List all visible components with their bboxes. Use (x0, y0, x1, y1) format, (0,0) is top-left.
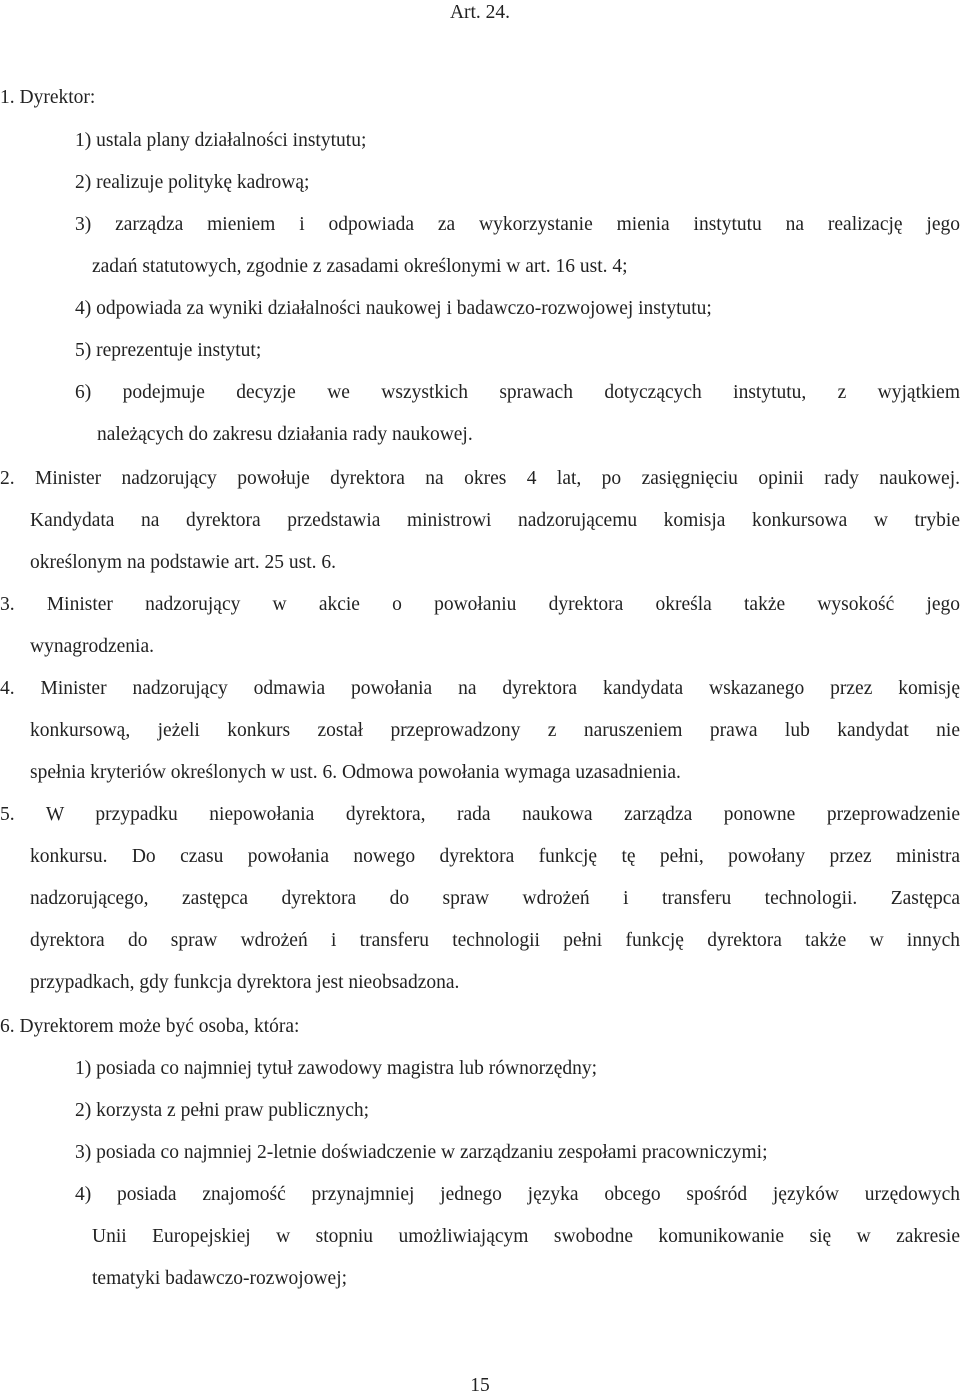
p5-line-3: nadzorującego, zastępca dyrektora do spraw wdrożeń i transferu technologii. Zastępca (30, 888, 960, 909)
page-number: 15 (470, 1375, 490, 1396)
paragraph-1-header: 1. Dyrektor: (0, 87, 96, 108)
p4-line-3: spełnia kryteriów określonych w ust. 6. Odmowa powołania wymaga uzasadnienia. (30, 762, 681, 783)
paragraph-6-header: 6. Dyrektorem może być osoba, która: (0, 1016, 300, 1037)
p6-item-4-line-2: Unii Europejskiej w stopniu umożliwiającym swobodne komunikowanie się w zakresie (92, 1226, 960, 1247)
p1-item-2: 2) realizuje politykę kadrową; (75, 172, 310, 193)
p1-item-6-line-2: należących do zakresu działania rady naukowej. (97, 424, 473, 445)
p6-item-4-line-1: 4) posiada znajomość przynajmniej jednego języka obcego spośród języków urzędowych (75, 1184, 960, 1205)
p6-item-4-line-3: tematyki badawczo-rozwojowej; (92, 1268, 348, 1289)
p5-line-2: konkursu. Do czasu powołania nowego dyrektora funkcję tę pełni, powołany przez ministra (30, 846, 960, 867)
p1-item-3-line-1: 3) zarządza mieniem i odpowiada za wykorzystanie mienia instytutu na realizację jego (75, 214, 960, 235)
p1-item-3-line-2: zadań statutowych, zgodnie z zasadami określonymi w art. 16 ust. 4; (92, 256, 628, 277)
p2-line-3: określonym na podstawie art. 25 ust. 6. (30, 552, 336, 573)
p6-item-1: 1) posiada co najmniej tytuł zawodowy magistra lub równorzędny; (75, 1058, 598, 1079)
p6-item-2: 2) korzysta z pełni praw publicznych; (75, 1100, 370, 1121)
p2-line-1: 2. Minister nadzorujący powołuje dyrektora na okres 4 lat, po zasięgnięciu opinii rady naukowej. (0, 468, 960, 489)
p1-item-1: 1) ustala plany działalności instytutu; (75, 130, 367, 151)
p2-line-2: Kandydata na dyrektora przedstawia ministrowi nadzorującemu komisja konkursowa w trybie (30, 510, 960, 531)
p1-item-5: 5) reprezentuje instytut; (75, 340, 262, 361)
article-title: Art. 24. (449, 2, 511, 23)
p3-line-2: wynagrodzenia. (30, 636, 154, 657)
p1-item-4: 4) odpowiada za wyniki działalności naukowej i badawczo-rozwojowej instytutu; (75, 298, 712, 319)
p5-line-5: przypadkach, gdy funkcja dyrektora jest nieobsadzona. (30, 972, 460, 993)
p3-line-1: 3. Minister nadzorujący w akcie o powołaniu dyrektora określa także wysokość jego (0, 594, 960, 615)
p1-item-6-line-1: 6) podejmuje decyzje we wszystkich sprawach dotyczących instytutu, z wyjątkiem (75, 382, 960, 403)
p5-line-4: dyrektora do spraw wdrożeń i transferu technologii pełni funkcję dyrektora także w innych (30, 930, 960, 951)
p4-line-2: konkursową, jeżeli konkurs został przeprowadzony z naruszeniem prawa lub kandydat nie (30, 720, 960, 741)
p6-item-3: 3) posiada co najmniej 2-letnie doświadczenie w zarządzaniu zespołami pracowniczymi; (75, 1142, 768, 1163)
p4-line-1: 4. Minister nadzorujący odmawia powołania na dyrektora kandydata wskazanego przez komisję (0, 678, 960, 699)
p5-line-1: 5. W przypadku niepowołania dyrektora, rada naukowa zarządza ponowne przeprowadzenie (0, 804, 960, 825)
